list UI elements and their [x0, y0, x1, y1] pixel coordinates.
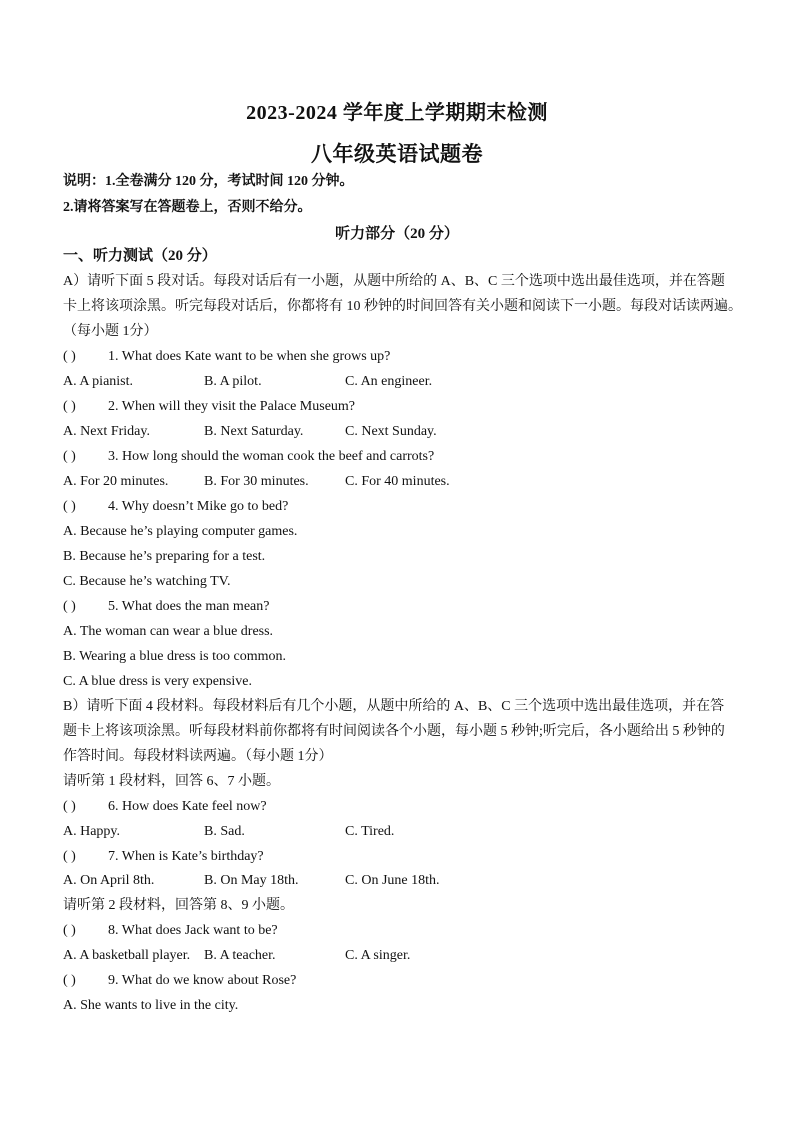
- option-b: B. For 30 minutes.: [204, 474, 309, 489]
- exam-subtitle: 八年级英语试题卷: [311, 142, 483, 166]
- answer-blank: ( ): [63, 599, 76, 614]
- question-3: [63, 447, 434, 467]
- answer-blank: ( ): [63, 849, 76, 864]
- question-text: 3. How long should the woman cook the beef and carrots?: [108, 449, 435, 464]
- answer-blank: ( ): [63, 799, 76, 814]
- material-1-heading: 请听第 1 段材料，回答 6、7 小题。: [63, 774, 280, 789]
- option-b: B. Wearing a blue dress is too common.: [63, 649, 286, 664]
- answer-blank: ( ): [63, 399, 76, 414]
- option-a: A. She wants to live in the city.: [63, 998, 239, 1013]
- question-2-options: [63, 422, 486, 442]
- part-title: 听力部分（20 分）: [335, 226, 459, 242]
- question-9: [63, 971, 296, 991]
- option-a: A. For 20 minutes.: [63, 474, 169, 489]
- question-text: 4. Why doesn’t Mike go to bed?: [108, 499, 289, 514]
- option-b: B. A pilot.: [204, 374, 262, 389]
- question-6-options: [63, 822, 486, 842]
- section-a-instructions-1: A）请听下面 5 段对话。每段对话后有一小题，从题中所给的 A、B、C 三个选项中选出最佳选项，并在答题: [63, 274, 725, 289]
- material-2-heading: 请听第 2 段材料，回答第 8、9 小题。: [63, 898, 294, 913]
- answer-blank: ( ): [63, 349, 76, 364]
- option-c: C. A blue dress is very expensive.: [63, 674, 252, 689]
- question-text: 7. When is Kate’s birthday?: [108, 849, 264, 864]
- question-6: [63, 797, 267, 817]
- option-b: B. Next Saturday.: [204, 424, 304, 439]
- option-b: B. Sad.: [204, 824, 245, 839]
- option-a: A. Next Friday.: [63, 424, 150, 439]
- answer-blank: ( ): [63, 499, 76, 514]
- instructions-line-2: 2.请将答案写在答题卷上，否则不给分。: [63, 200, 312, 215]
- exam-title: 2023-2024 学年度上学期期末检测: [246, 102, 548, 124]
- option-a: A. Because he’s playing computer games.: [63, 524, 298, 539]
- option-b: B. A teacher.: [204, 948, 276, 963]
- option-a: A. On April 8th.: [63, 873, 155, 888]
- option-c: C. Next Sunday.: [345, 424, 437, 439]
- section-b-instructions-2: 题卡上将该项涂黑。听每段材料前你都将有时间阅读各个小题，每小题 5 秒钟;听完后，各小题给出 5 秒钟的: [63, 724, 725, 739]
- option-c: C. An engineer.: [345, 374, 433, 389]
- question-7-options: [63, 871, 486, 891]
- option-a: A. Happy.: [63, 824, 121, 839]
- option-c: C. For 40 minutes.: [345, 474, 450, 489]
- instructions-line-1: 说明：1.全卷满分 120 分，考试时间 120 分钟。: [63, 174, 354, 189]
- question-5: [63, 597, 269, 617]
- option-a: A. A basketball player.: [63, 948, 191, 963]
- question-text: 1. What does Kate want to be when she grows up?: [108, 349, 391, 364]
- section-a-instructions-2: 卡上将该项涂黑。听完每段对话后，你都将有 10 秒钟的时间回答有关小题和阅读下一小题。每段对话读两遍。: [63, 299, 742, 314]
- question-1-options: [63, 372, 486, 392]
- question-text: 5. What does the man mean?: [108, 599, 270, 614]
- question-8: [63, 921, 278, 941]
- question-7: [63, 847, 264, 867]
- question-4: [63, 497, 288, 517]
- answer-blank: ( ): [63, 923, 76, 938]
- question-text: 2. When will they visit the Palace Museum?: [108, 399, 356, 414]
- question-2: [63, 397, 355, 417]
- option-b: B. On May 18th.: [204, 873, 299, 888]
- answer-blank: ( ): [63, 973, 76, 988]
- option-a: A. A pianist.: [63, 374, 134, 389]
- option-c: C. A singer.: [345, 948, 411, 963]
- answer-blank: ( ): [63, 449, 76, 464]
- section-b-instructions-3: 作答时间。每段材料读两遍。（每小题 1分）: [63, 749, 333, 764]
- question-3-options: [63, 472, 486, 492]
- option-c: C. On June 18th.: [345, 873, 440, 888]
- question-text: 9. What do we know about Rose?: [108, 973, 297, 988]
- section-title: 一、听力测试（20 分）: [63, 248, 217, 264]
- question-text: 8. What does Jack want to be?: [108, 923, 278, 938]
- question-1: [63, 347, 390, 367]
- section-a-instructions-3: （每小题 1分）: [63, 324, 158, 339]
- option-c: C. Because he’s watching TV.: [63, 574, 231, 589]
- section-b-instructions-1: B）请听下面 4 段材料。每段材料后有几个小题，从题中所给的 A、B、C 三个选项中选出最佳选项，并在答: [63, 699, 725, 714]
- question-8-options: [63, 946, 486, 966]
- option-a: A. The woman can wear a blue dress.: [63, 624, 274, 639]
- question-text: 6. How does Kate feel now?: [108, 799, 267, 814]
- option-b: B. Because he’s preparing for a test.: [63, 549, 266, 564]
- option-c: C. Tired.: [345, 824, 395, 839]
